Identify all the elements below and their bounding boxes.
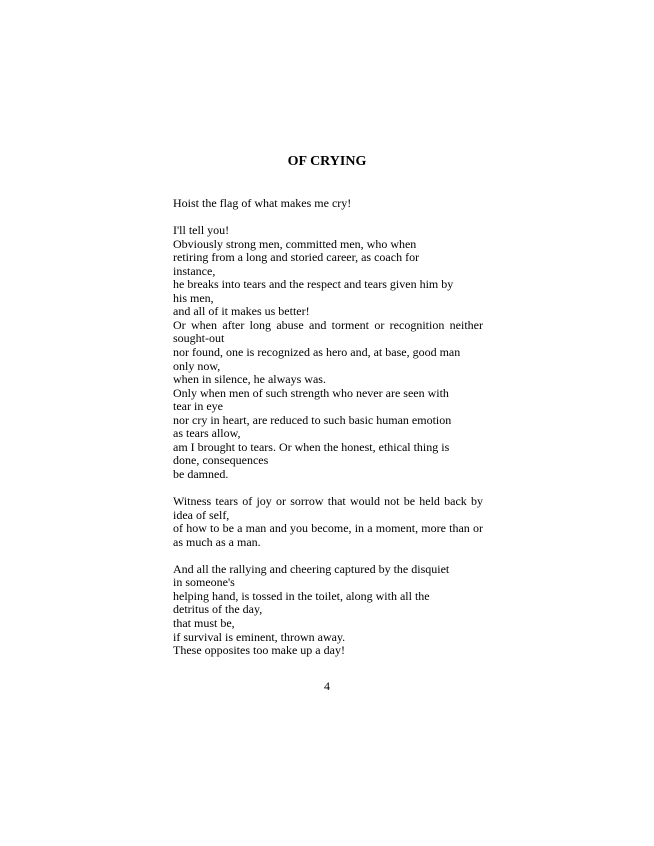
poem-line: as tears allow, [173, 426, 241, 441]
stanza-break [173, 211, 483, 225]
poem-line: And all the rallying and cheering captured by the disquiet [173, 561, 450, 576]
poem-line: sought-out [173, 331, 225, 346]
poem-line: idea of self, [173, 507, 230, 522]
poem-line: of how to be a man and you become, in a moment, more than or [173, 521, 483, 536]
poem-line: as much as a man. [173, 534, 261, 549]
poem-line: Witness tears of joy or sorrow that would not be held back by [173, 494, 483, 509]
poem-line: only now, [173, 358, 221, 373]
poem-line: instance, [173, 263, 216, 278]
poem-line: am I brought to tears. Or when the honest, ethical thing is [173, 439, 450, 454]
poem-line: nor cry in heart, are reduced to such basic human emotion [173, 412, 452, 427]
page-number: 4 [324, 679, 330, 693]
poem-title: OF CRYING [287, 154, 367, 169]
poem-line: Only when men of such strength who never are seen with [173, 385, 449, 400]
poem-line: done, consequences [173, 453, 269, 468]
poem-line: detritus of the day, [173, 602, 263, 617]
poem-line: that must be, [173, 615, 235, 630]
poem-line: Hoist the flag of what makes me cry! [173, 196, 352, 210]
stanza [173, 224, 483, 481]
stanza-break [173, 549, 483, 563]
poem-line: in someone's [173, 575, 235, 590]
poem-line: he breaks into tears and the respect and tears given him by [173, 277, 454, 292]
stanza [173, 563, 483, 658]
poem-line: These opposites too make up a day! [173, 643, 345, 658]
poem-body [173, 197, 483, 658]
poem-line: helping hand, is tossed in the toilet, along with all the [173, 588, 430, 603]
poem-line: and all of it makes us better! [173, 304, 310, 319]
poem-line: nor found, one is recognized as hero and, at base, good man [173, 345, 461, 360]
poem-line: I'll tell you! [173, 223, 230, 238]
poem-line: when in silence, he always was. [173, 372, 326, 387]
stanza [173, 197, 483, 211]
poem-line: tear in eye [173, 399, 223, 414]
poem-line: his men, [173, 290, 214, 305]
poem-line: Or when after long abuse and torment or recognition neither [173, 317, 483, 332]
poem-line: Obviously strong men, committed men, who when [173, 236, 417, 251]
stanza [173, 495, 483, 549]
poem-line: be damned. [173, 466, 229, 481]
poem-line: retiring from a long and storied career, as coach for [173, 250, 420, 265]
poem-line: if survival is eminent, thrown away. [173, 629, 346, 644]
stanza-break [173, 481, 483, 495]
